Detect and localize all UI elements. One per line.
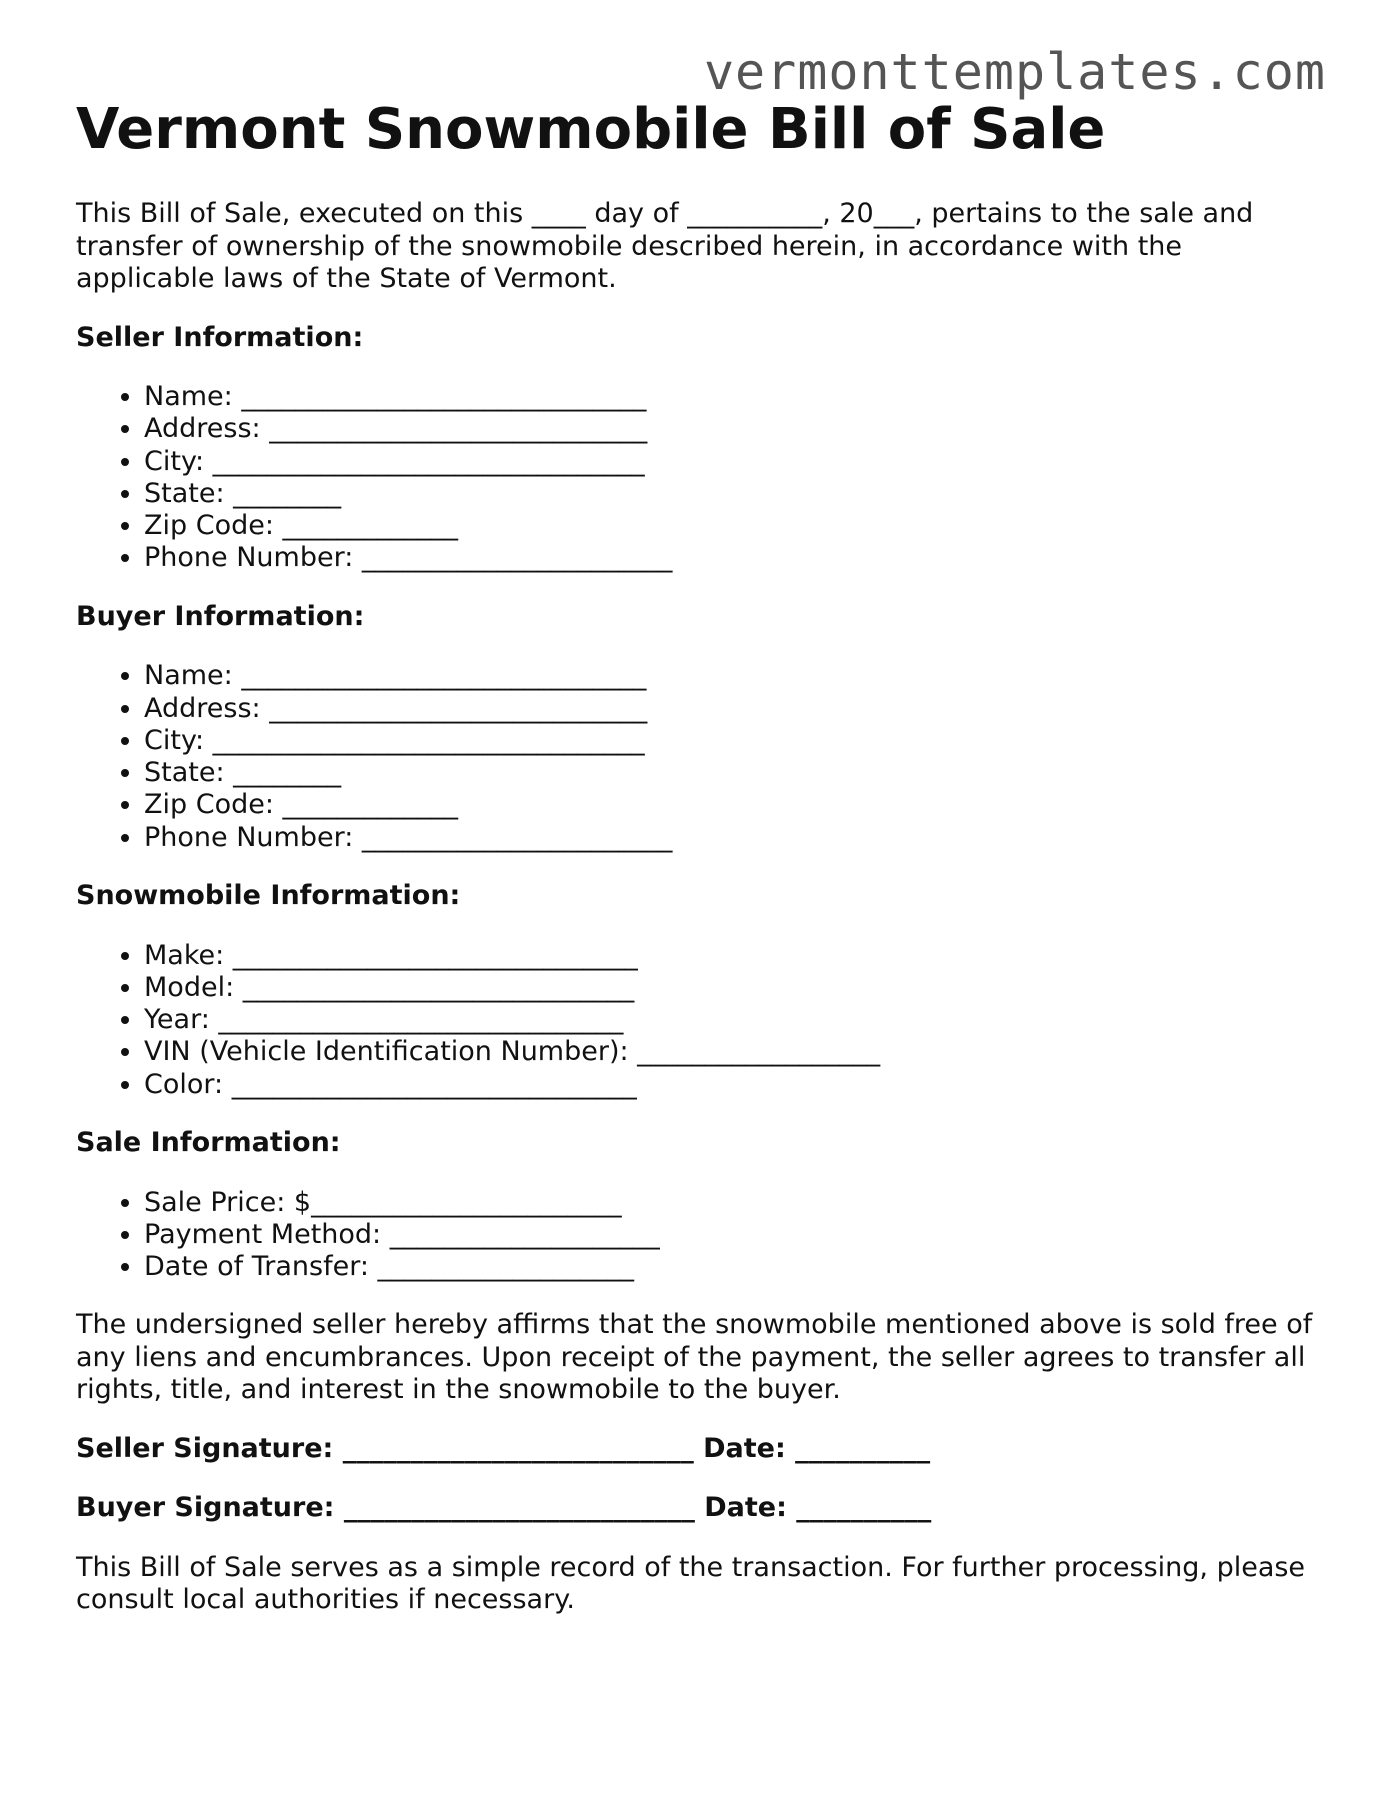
transfer-date-field: • Date of Transfer: ___________________ xyxy=(144,1251,1326,1283)
seller-list xyxy=(76,381,1326,575)
seller-heading: Seller Information: xyxy=(76,321,364,353)
seller-city-field: • City: ________________________________ xyxy=(144,446,1326,478)
snowmobile-model-field: • Model: _____________________________ xyxy=(144,972,1326,1004)
payment-method-field: • Payment Method: ____________________ xyxy=(144,1219,1326,1251)
buyer-address-field: • Address: ____________________________ xyxy=(144,693,1326,725)
snowmobile-list xyxy=(76,940,1326,1101)
seller-phone-field: • Phone Number: _______________________ xyxy=(144,542,1326,574)
buyer-state-field: • State: ________ xyxy=(144,757,1326,789)
snowmobile-heading: Snowmobile Information: xyxy=(76,880,461,912)
seller-state-field: • State: ________ xyxy=(144,478,1326,510)
buyer-phone-field: • Phone Number: _______________________ xyxy=(144,822,1326,854)
snowmobile-color-field: • Color: ______________________________ xyxy=(144,1069,1326,1101)
closing-paragraph: This Bill of Sale serves as a simple record of the transaction. For further processing, please consult local authorities if necessary. xyxy=(76,1551,1306,1616)
buyer-heading: Buyer Information: xyxy=(76,600,365,632)
sale-price-field: • Sale Price: $_______________________ xyxy=(144,1187,1326,1219)
document-body xyxy=(76,198,1326,1617)
sale-heading: Sale Information: xyxy=(76,1127,341,1159)
snowmobile-vin-field: • VIN (Vehicle Identification Number): __________________ xyxy=(144,1036,1326,1068)
sale-list xyxy=(76,1187,1326,1284)
buyer-zip-field: • Zip Code: _____________ xyxy=(144,789,1326,821)
site-watermark: vermonttemplates.com xyxy=(703,43,1326,101)
snowmobile-year-field: • Year: ______________________________ xyxy=(144,1004,1326,1036)
buyer-city-field: • City: ________________________________ xyxy=(144,725,1326,757)
buyer-list xyxy=(76,660,1326,854)
seller-name-field: • Name: ______________________________ xyxy=(144,381,1326,413)
affirmation-paragraph: The undersigned seller hereby affirms that the snowmobile mentioned above is sold free of any liens and encumbrances. Upon receipt of the payment, the seller agrees to transfer all rights, title, and interest in the snowmobile to the buyer. xyxy=(76,1309,1313,1406)
snowmobile-make-field: • Make: ______________________________ xyxy=(144,940,1326,972)
seller-address-field: • Address: ____________________________ xyxy=(144,413,1326,445)
seller-signature-line: Seller Signature: __________________________ Date: __________ xyxy=(76,1432,931,1464)
buyer-name-field: • Name: ______________________________ xyxy=(144,660,1326,692)
buyer-signature-line: Buyer Signature: __________________________ Date: __________ xyxy=(76,1492,932,1524)
intro-paragraph: This Bill of Sale, executed on this ____ day of __________, 20___, pertains to the sale and transfer of ownership of the snowmobile described herein, in accordance with the applicable laws of the State of Vermont. xyxy=(76,198,1254,294)
document-title: Vermont Snowmobile Bill of Sale xyxy=(76,97,1106,162)
seller-zip-field: • Zip Code: _____________ xyxy=(144,510,1326,542)
